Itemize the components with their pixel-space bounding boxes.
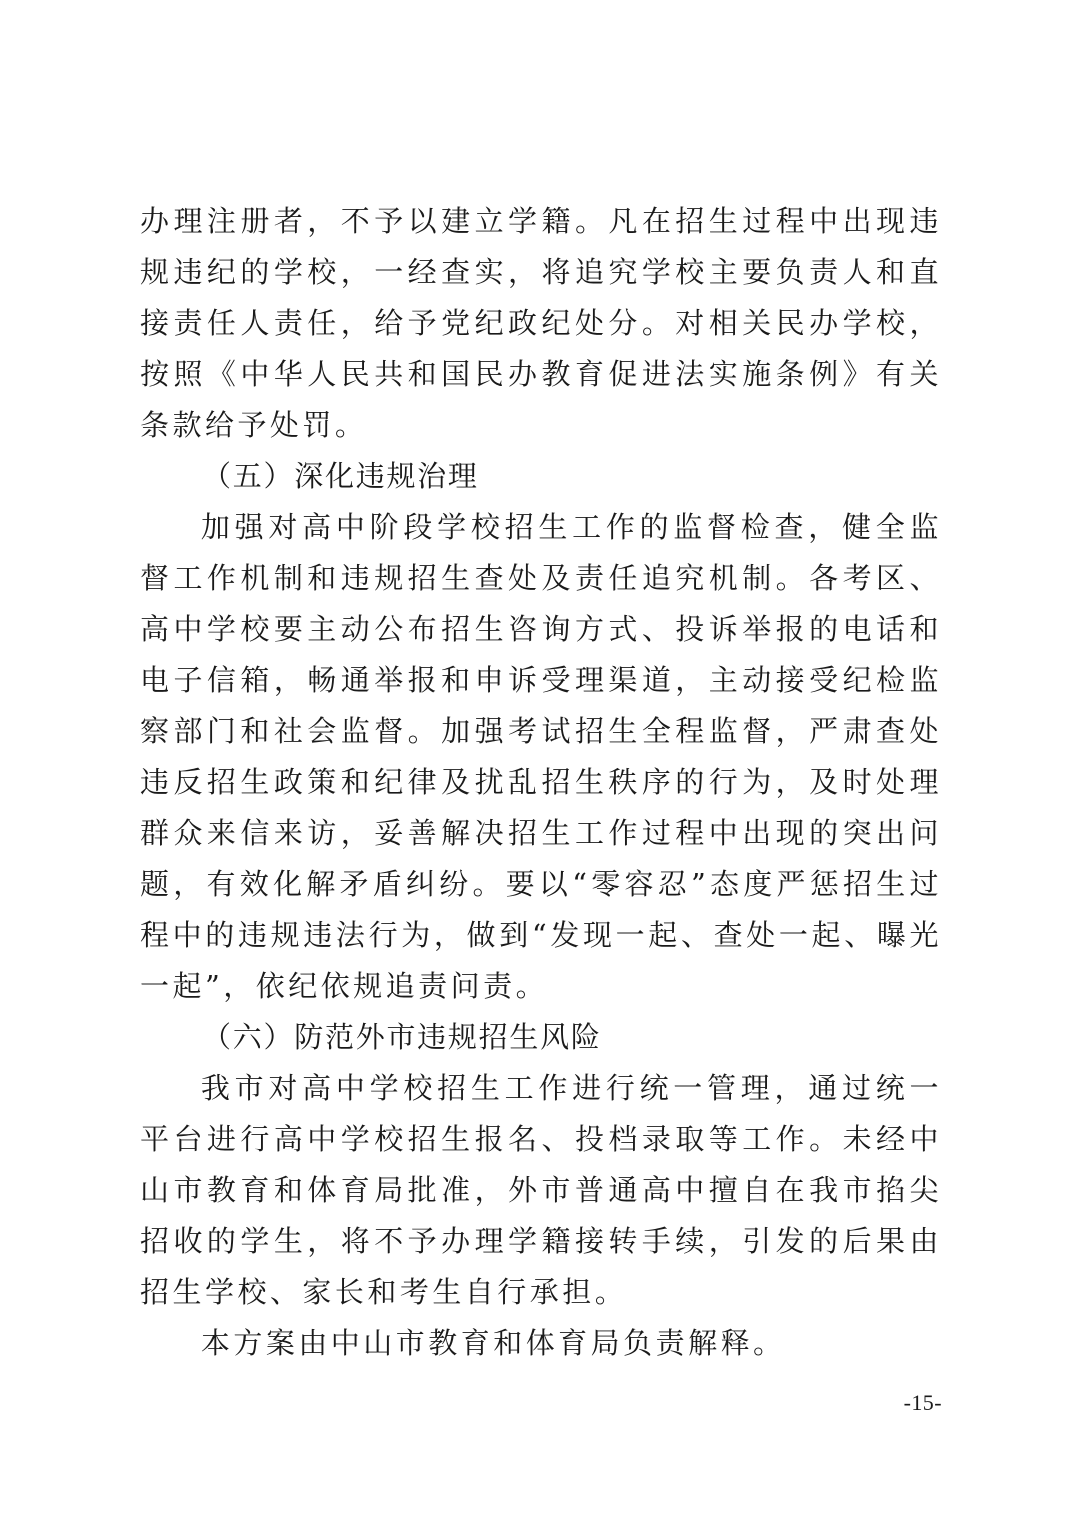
- paragraph-continuation: 办理注册者，不予以建立学籍。凡在招生过程中出现违规违纪的学校，一经查实，将追究学校主要负责人和直接责任人责任，给予党纪政纪处分。对相关民办学校，按照《中华人民共和国民办教育促进法实施条例》有关条款给予处罚。: [140, 204, 942, 442]
- section-heading-five: （五）深化违规治理: [202, 459, 479, 493]
- page-number: -15-: [903, 1390, 942, 1415]
- paragraph-unified-management: 我市对高中学校招生工作进行统一管理，通过统一平台进行高中学校招生报名、投档录取等工作。未经中山市教育和体育局批准，外市普通高中擅自在我市掐尖招收的学生，将不予办理学籍接转手续，引发的后果由招生学校、家长和考生自行承担。: [140, 1071, 942, 1309]
- paragraph-interpretation: 本方案由中山市教育和体育局负责解释。: [200, 1326, 786, 1360]
- section-heading-six: （六）防范外市违规招生风险: [202, 1020, 602, 1054]
- paragraph-supervision: 加强对高中阶段学校招生工作的监督检查，健全监督工作机制和违规招生查处及责任追究机制。各考区、高中学校要主动公布招生咨询方式、投诉举报的电话和电子信箱，畅通举报和申诉受理渠道，主动接受纪检监察部门和社会监督。加强考试招生全程监督，严肃查处违反招生政策和纪律及扰乱招生秩序的行为，及时处理群众来信来访，妥善解决招生工作过程中出现的突出问题，有效化解矛盾纠纷。要以“零容忍”态度严惩招生过程中的违规违法行为，做到“发现一起、查处一起、曝光一起”，依纪依规追责问责。: [140, 510, 942, 1003]
- document-body: [140, 196, 942, 1369]
